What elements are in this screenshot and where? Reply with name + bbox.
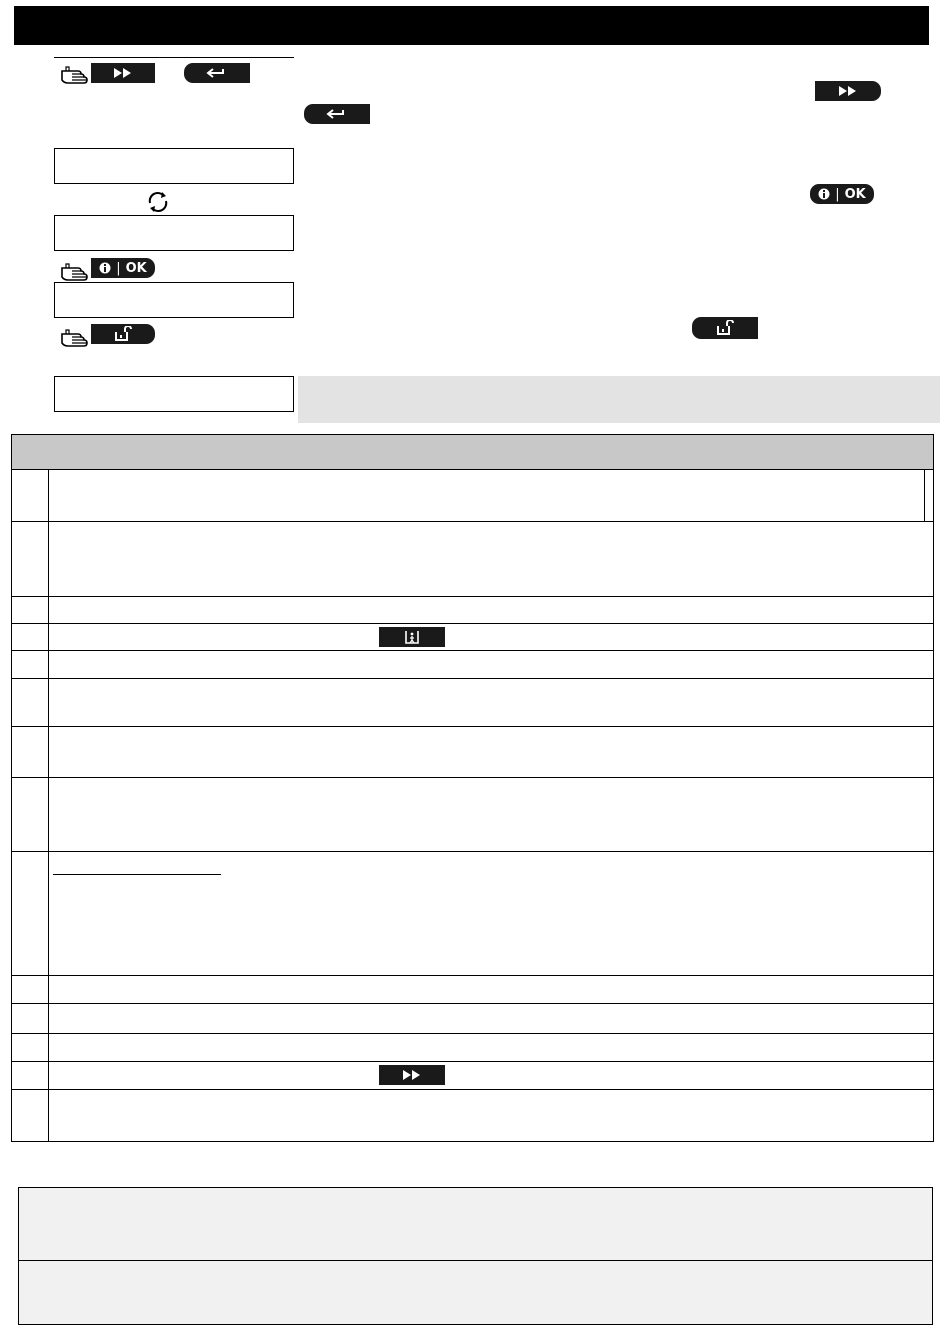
note-divider bbox=[18, 1260, 933, 1261]
next-key-inline[interactable] bbox=[815, 81, 881, 101]
lcd-display bbox=[54, 282, 294, 318]
row-divider bbox=[11, 726, 934, 727]
row-divider bbox=[11, 1061, 934, 1062]
row-divider bbox=[11, 596, 934, 597]
ok-label: OK bbox=[125, 260, 147, 276]
row-divider bbox=[11, 1089, 934, 1090]
row-divider bbox=[11, 851, 934, 852]
row-divider bbox=[11, 777, 934, 778]
cycle-arrows-icon bbox=[145, 190, 171, 214]
pointing-hand-icon bbox=[60, 65, 90, 85]
note-box bbox=[18, 1187, 933, 1325]
ok-key[interactable]: | OK bbox=[91, 258, 155, 278]
back-key-inline[interactable] bbox=[304, 104, 370, 124]
info-ok-icon bbox=[99, 262, 111, 274]
info-ok-icon bbox=[818, 188, 830, 200]
column-divider bbox=[48, 470, 49, 1142]
underlined-heading bbox=[53, 874, 221, 875]
home-exit-icon bbox=[404, 630, 420, 644]
pointing-hand-icon bbox=[60, 262, 90, 282]
section-rule bbox=[54, 57, 294, 58]
unlock-icon bbox=[715, 320, 735, 336]
row-divider bbox=[11, 678, 934, 679]
ok-key-inline[interactable]: | OK bbox=[810, 184, 874, 204]
row-divider bbox=[11, 1033, 934, 1034]
next-key-table[interactable] bbox=[379, 1065, 445, 1085]
back-arrow-icon bbox=[206, 67, 228, 79]
row-border bbox=[924, 470, 925, 521]
fast-forward-icon bbox=[112, 67, 134, 79]
row-divider bbox=[11, 1003, 934, 1004]
fast-forward-icon bbox=[837, 85, 859, 97]
parameter-table bbox=[11, 434, 934, 1142]
note-panel bbox=[298, 376, 940, 423]
next-key[interactable] bbox=[91, 63, 155, 83]
table-header bbox=[11, 434, 934, 470]
lcd-display bbox=[54, 148, 294, 184]
lcd-display bbox=[54, 215, 294, 251]
unlock-icon bbox=[113, 326, 133, 342]
unlock-key-inline[interactable] bbox=[692, 317, 758, 339]
pointing-hand-icon bbox=[60, 328, 90, 348]
back-key[interactable] bbox=[184, 63, 250, 83]
ok-label: OK bbox=[844, 186, 866, 202]
page-header-bar bbox=[14, 6, 929, 45]
fast-forward-icon bbox=[401, 1069, 423, 1081]
back-arrow-icon bbox=[326, 108, 348, 120]
row-divider bbox=[11, 623, 934, 624]
row-divider bbox=[11, 650, 934, 651]
lcd-display bbox=[54, 376, 294, 412]
row-divider bbox=[11, 521, 934, 522]
row-divider bbox=[11, 975, 934, 976]
home-key[interactable] bbox=[379, 627, 445, 647]
unlock-key[interactable] bbox=[91, 324, 155, 344]
